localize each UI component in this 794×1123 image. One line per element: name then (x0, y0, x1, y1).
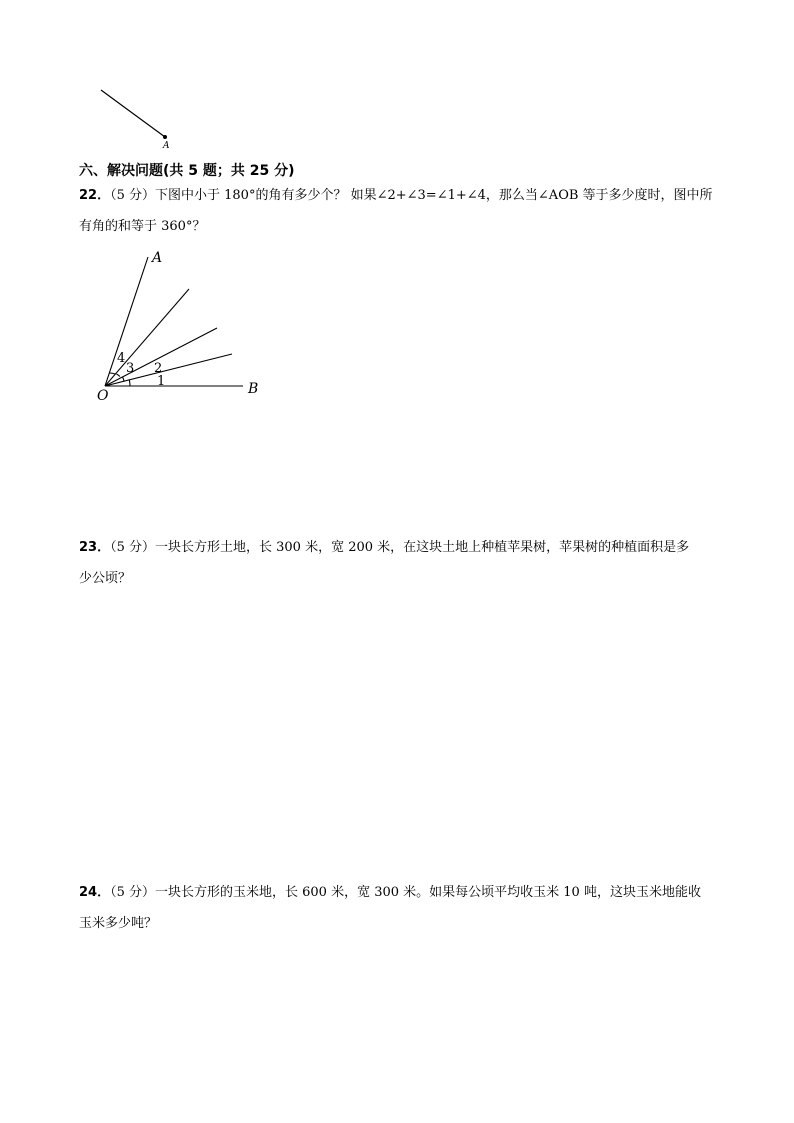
angle-arc-1 (129, 380, 130, 386)
question-23-line2 (79, 571, 131, 587)
question-24-score: （5 分） (110, 885, 155, 900)
label-angle-4: 4 (117, 351, 126, 366)
question-22-text-1: 下图中小于 180°的角有多少个？ 如果∠2+∠3=∠1+∠4，那么当∠AOB 等于多少度时，图中所 (155, 188, 713, 203)
question-22-text-2: 有角的和等于 360°？ (79, 219, 206, 234)
label-angle-2: 2 (154, 361, 163, 376)
label-angle-1: 1 (157, 374, 166, 389)
question-22-line1 (79, 188, 713, 204)
question-23-score: （5 分） (110, 540, 155, 555)
question-22-score: （5 分） (110, 188, 155, 203)
label-o: O (97, 388, 109, 404)
angle-figure (90, 248, 280, 408)
question-23-line1 (79, 540, 689, 556)
question-23-text-2: 少公顷？ (79, 571, 132, 586)
question-24-line2 (79, 916, 157, 932)
label-a: A (152, 250, 163, 266)
question-22-number: 22． (79, 188, 111, 203)
angle-arc-3 (117, 374, 121, 377)
section-title: 六、解决问题(共 5 题；共 25 分) (79, 163, 295, 179)
question-24-text-1: 一块长方形的玉米地，长 600 米，宽 300 米。如果每公顷平均收玉米 10 吨，这块玉米地能收 (155, 885, 701, 900)
question-22-line2 (79, 219, 205, 235)
ray-3 (105, 289, 189, 386)
question-24-text-2: 玉米多少吨？ (79, 916, 158, 931)
point-a-dot (163, 135, 167, 139)
top-segment-figure (90, 80, 190, 152)
segment-line (101, 90, 165, 137)
angle-arc-4 (110, 373, 116, 374)
angle-arc-2 (123, 377, 125, 381)
question-24-line1 (79, 885, 701, 901)
question-23-text-1: 一块长方形土地，长 300 米，宽 200 米，在这块土地上种植苹果树，苹果树的种植面积是多 (155, 540, 690, 555)
question-24-number: 24． (79, 885, 111, 900)
point-a-label: A (163, 141, 170, 151)
label-angle-3: 3 (126, 361, 135, 376)
question-23-number: 23． (79, 540, 111, 555)
label-b: B (248, 381, 259, 397)
